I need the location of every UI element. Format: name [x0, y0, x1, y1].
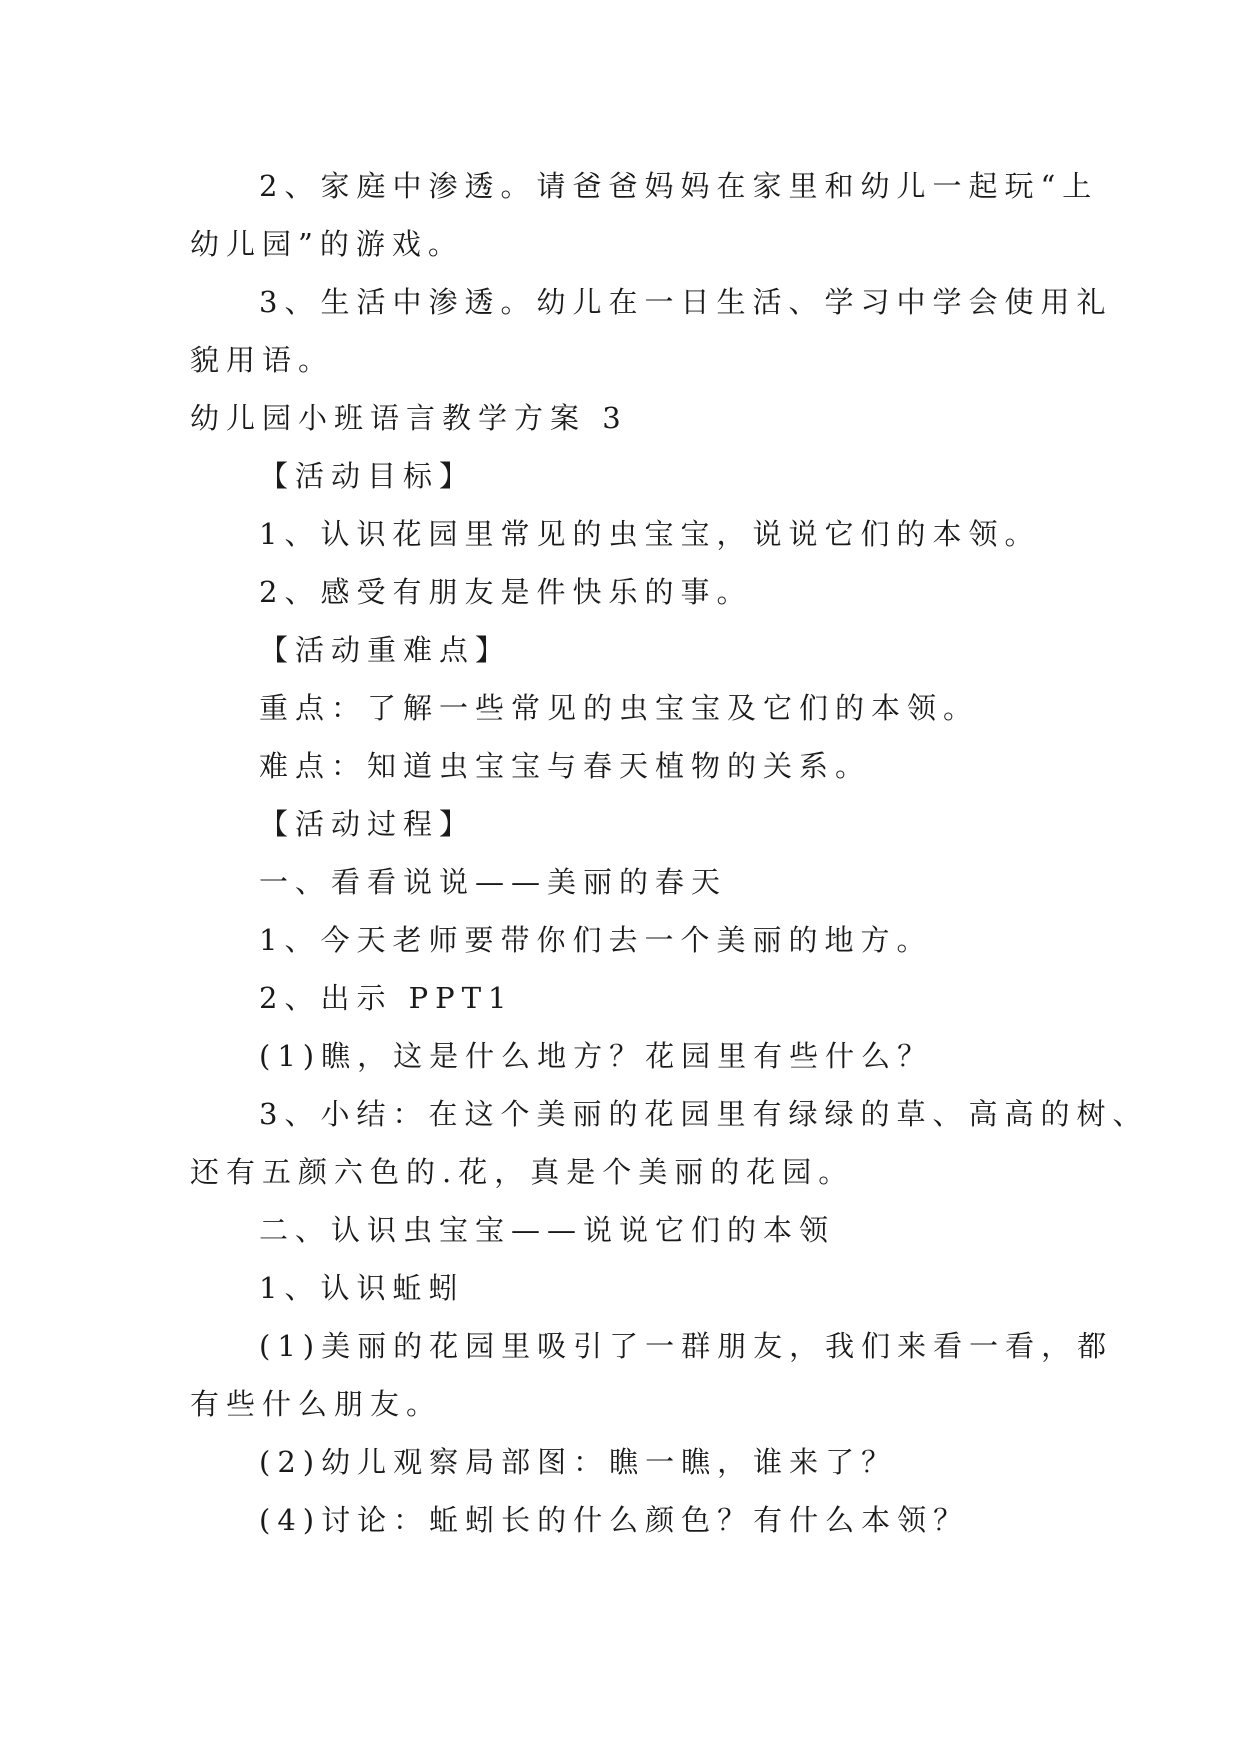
paragraph-line: 重点：了解一些常见的虫宝宝及它们的本领。	[259, 691, 980, 725]
section-heading: 【活动重难点】	[259, 633, 512, 667]
paragraph-line: 2、家庭中渗透。请爸爸妈妈在家里和幼儿一起玩“上	[259, 169, 1099, 203]
paragraph-line: 还有五颜六色的.花，真是个美丽的花园。	[190, 1155, 855, 1189]
paragraph-line: 幼儿园”的游戏。	[190, 227, 464, 261]
paragraph-line: 2、出示 PPT1	[259, 981, 514, 1015]
paragraph-line: 1、今天老师要带你们去一个美丽的地方。	[259, 923, 933, 957]
paragraph-line: 3、生活中渗透。幼儿在一日生活、学习中学会使用礼	[259, 285, 1113, 319]
paragraph-line: 难点：知道虫宝宝与春天植物的关系。	[259, 749, 872, 783]
paragraph-line: (1)美丽的花园里吸引了一群朋友，我们来看一看，都	[259, 1329, 1114, 1363]
paragraph-line: 二、认识虫宝宝——说说它们的本领	[259, 1213, 836, 1247]
paragraph-line: 一、看看说说——美丽的春天	[259, 865, 728, 899]
paragraph-line: (1)瞧，这是什么地方？花园里有些什么？	[259, 1039, 934, 1073]
paragraph-line: 3、小结：在这个美丽的花园里有绿绿的草、高高的树、	[259, 1097, 1149, 1131]
paragraph-line: 1、认识花园里常见的虫宝宝，说说它们的本领。	[259, 517, 1041, 551]
section-heading: 【活动过程】	[259, 807, 476, 841]
section-heading: 【活动目标】	[259, 459, 476, 493]
paragraph-line: 2、感受有朋友是件快乐的事。	[259, 575, 753, 609]
section-title: 幼儿园小班语言教学方案 3	[190, 401, 628, 435]
paragraph-line: 1、认识蚯蚓	[259, 1271, 465, 1305]
paragraph-line: 貌用语。	[190, 343, 335, 377]
paragraph-line: 有些什么朋友。	[190, 1387, 443, 1421]
paragraph-line: (4)讨论：蚯蚓长的什么颜色？有什么本领？	[259, 1503, 970, 1537]
paragraph-line: (2)幼儿观察局部图：瞧一瞧，谁来了？	[259, 1445, 898, 1479]
